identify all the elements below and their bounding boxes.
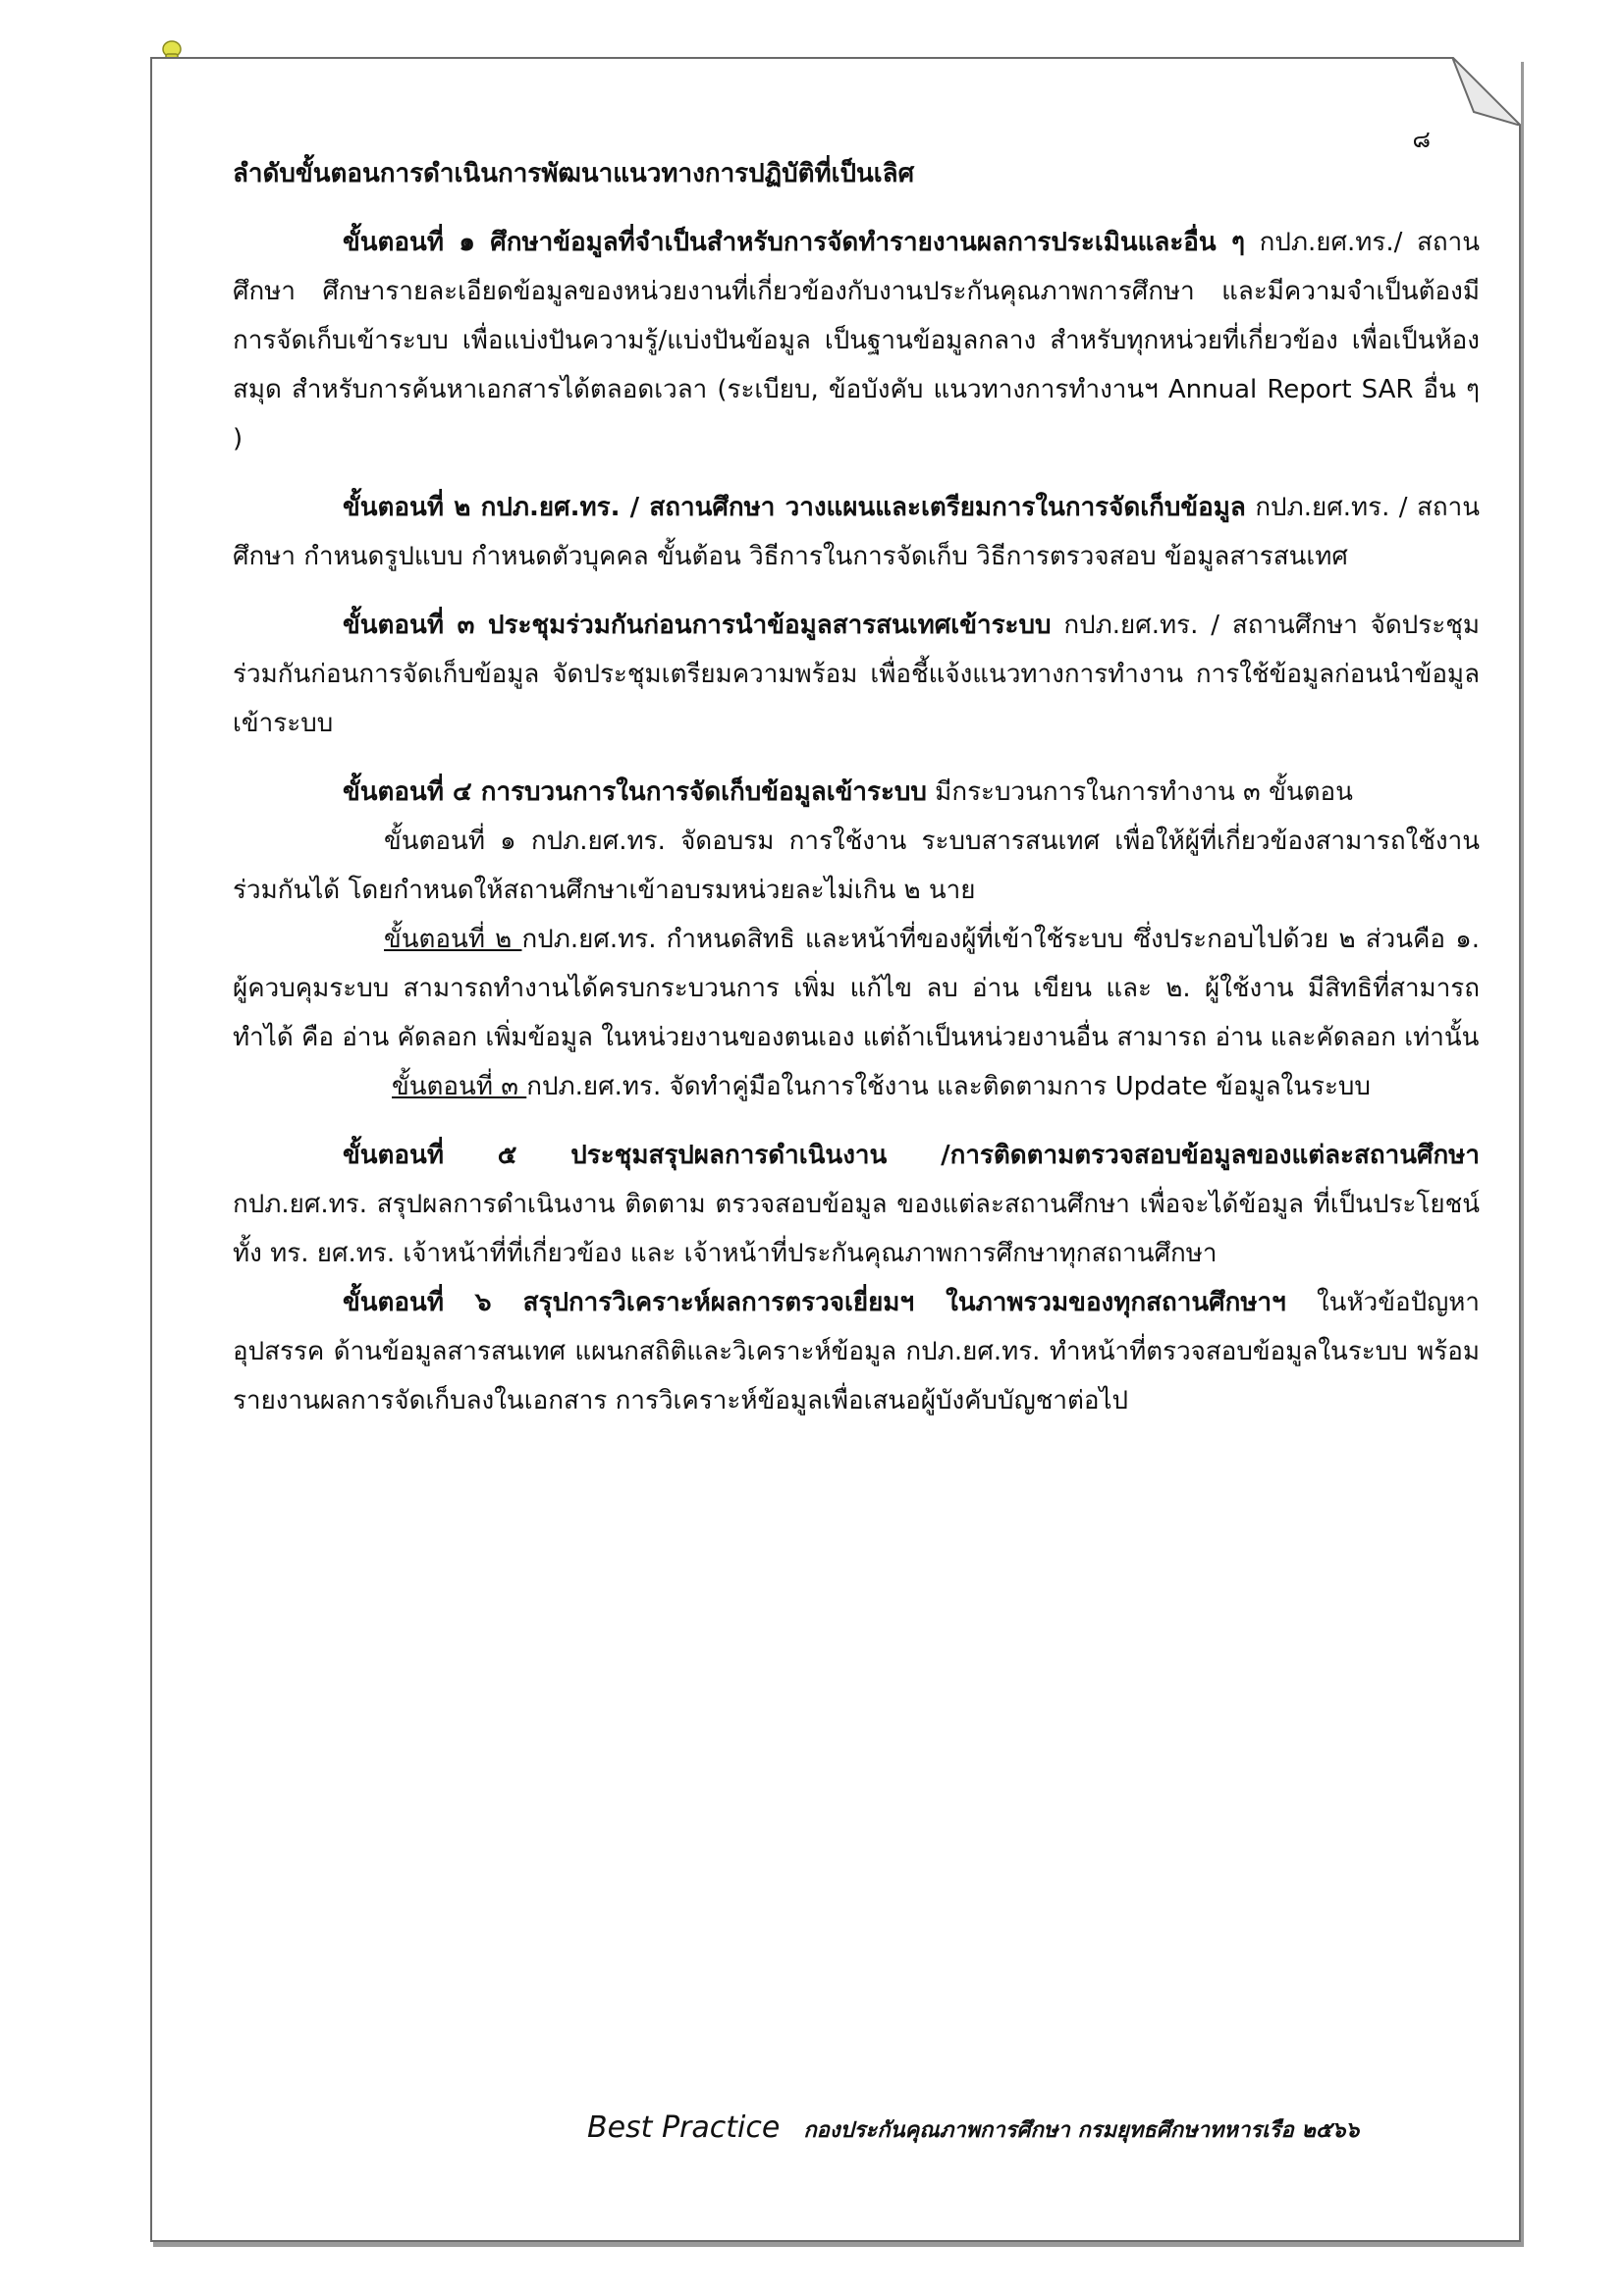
page-footer: [587, 2110, 1359, 2147]
step-1-title: ขั้นตอนที่ ๑ ศึกษาข้อมูลที่จำเป็นสำหรับการจัดทำรายงานผลการประเมินและอื่น ๆ: [343, 228, 1246, 257]
step-6-title: ขั้นตอนที่ ๖ สรุปการวิเคราะห์ผลการตรวจเยี่ยมฯ ในภาพรวมของทุกสถานศึกษาฯ: [343, 1288, 1286, 1317]
step-5-paragraph: [233, 1131, 1480, 1278]
substep-2-label: ขั้นตอนที่ ๒: [384, 925, 522, 954]
footer-best-practice: Best Practice: [587, 2110, 781, 2145]
step-1-paragraph: [233, 218, 1480, 463]
step-5-title: ขั้นตอนที่ ๕ ประชุมสรุปผลการดำเนินงาน /การติดตามตรวจสอบข้อมูลของแต่ละสถานศึกษา: [343, 1141, 1480, 1170]
substep-3-label: ขั้นตอนที่ ๓: [392, 1072, 527, 1101]
step-2-body: กปภ.ยศ.ทร. / สถานศึกษา กำหนดรูปแบบ กำหนดตัวบุคคล ขั้นต้อน วิธีการในการจัดเก็บ วิธีการตรวจสอบ ข้อมูลสารสนเทศ: [233, 493, 1480, 571]
step-3-title: ขั้นตอนที่ ๓ ประชุมร่วมกันก่อนการนำข้อมูลสารสนเทศเข้าระบบ: [343, 611, 1052, 640]
substep-2-body: กปภ.ยศ.ทร. กำหนดสิทธิ และหน้าที่ของผู้ที่เข้าใช้ระบบ ซึ่งประกอบไปด้วย ๒ ส่วนคือ ๑. ผู้ควบคุมระบบ สามารถทำงานได้ครบกระบวนการ เพิ่ม แก้ไข ลบ อ่าน เขียน และ ๒. ผู้ใช้งาน มีสิทธิที่สามารถทำได้ คือ อ่าน คัดลอก เพิ่มข้อมูล ในหน่วยงานของตนเอง แต่ถ้าเป็นหน่วยงานอื่น สามารถ อ่าน และคัดลอก เท่านั้น: [233, 925, 1480, 1052]
page-number: ๘: [1412, 126, 1431, 153]
page-curl-icon: [1452, 57, 1521, 126]
substep-3-body: กปภ.ยศ.ทร. จัดทำคู่มือในการใช้งาน และติดตามการ Update ข้อมูลในระบบ: [526, 1072, 1371, 1101]
step-4-substep-3: [233, 1062, 1480, 1111]
document-page: [150, 57, 1521, 2242]
step-4-substep-1: ขั้นตอนที่ ๑ กปภ.ยศ.ทร. จัดอบรม การใช้งาน ระบบสารสนเทศ เพื่อให้ผู้ที่เกี่ยวข้องสามารถใช้งานร่วมกันได้ โดยกำหนดให้สถานศึกษาเข้าอบรมหน่วยละไม่เกิน ๒ นาย: [233, 827, 1480, 905]
step-1-body: กปภ.ยศ.ทร./ สถานศึกษา ศึกษารายละเอียดข้อมูลของหน่วยงานที่เกี่ยวข้องกับงานประกันคุณภาพการศึกษา และมีความจำเป็นต้องมีการจัดเก็บเข้าระบบ เพื่อแบ่งปันความรู้/แบ่งปันข้อมูล เป็นฐานข้อมูลกลาง สำหรับทุกหน่วยที่เกี่ยวข้อง เพื่อเป็นห้องสมุด สำหรับการค้นหาเอกสารได้ตลอดเวลา (ระเบียบ, ข้อบังคับ แนวทางการทำงานฯ Annual Report SAR อื่น ๆ ): [233, 228, 1480, 454]
step-2-title: ขั้นตอนที่ ๒ กปภ.ยศ.ทร. / สถานศึกษา วางแผนและเตรียมการในการจัดเก็บข้อมูล: [343, 493, 1246, 522]
step-6-body: ในหัวข้อปัญหาอุปสรรค ด้านข้อมูลสารสนเทศ แผนกสถิติและวิเคราะห์ข้อมูล กปภ.ยศ.ทร. ทำหน้าที่ตรวจสอบข้อมูลในระบบ พร้อมรายงานผลการจัดเก็บลงในเอกสาร การวิเคราะห์ข้อมูลเพื่อเสนอผู้บังคับบัญชาต่อไป: [233, 1288, 1480, 1415]
document-body: [233, 149, 1480, 1425]
section-heading: ลำดับขั้นตอนการดำเนินการพัฒนาแนวทางการปฏิบัติที่เป็นเลิศ: [233, 159, 915, 188]
step-4-substep-2: [233, 915, 1480, 1062]
step-2-paragraph: [233, 483, 1480, 581]
footer-organization: กองประกันคุณภาพการศึกษา กรมยุทธศึกษาทหารเรือ ๒๕๖๖: [803, 2118, 1360, 2143]
step-5-body: กปภ.ยศ.ทร. สรุปผลการดำเนินงาน ติดตาม ตรวจสอบข้อมูล ของแต่ละสถานศึกษา เพื่อจะได้ข้อมูล ที่เป็นประโยชน์ ทั้ง ทร. ยศ.ทร. เจ้าหน้าที่ที่เกี่ยวข้อง และ เจ้าหน้าที่ประกันคุณภาพการศึกษาทุกสถานศึกษา: [233, 1190, 1480, 1268]
step-6-paragraph: [233, 1278, 1480, 1425]
step-4-paragraph: [233, 768, 1480, 817]
step-3-body: กปภ.ยศ.ทร. / สถานศึกษา จัดประชุมร่วมกันก่อนการจัดเก็บข้อมูล จัดประชุมเตรียมความพร้อม เพื่อชี้แจ้งแนวทางการทำงาน การใช้ข้อมูลก่อนนำข้อมูลเข้าระบบ: [233, 611, 1480, 738]
step-3-paragraph: [233, 601, 1480, 748]
step-4-body: มีกระบวนการในการทำงาน ๓ ขั้นตอน: [926, 777, 1353, 807]
step-4-title: ขั้นตอนที่ ๔ การบวนการในการจัดเก็บข้อมูลเข้าระบบ: [343, 777, 927, 807]
